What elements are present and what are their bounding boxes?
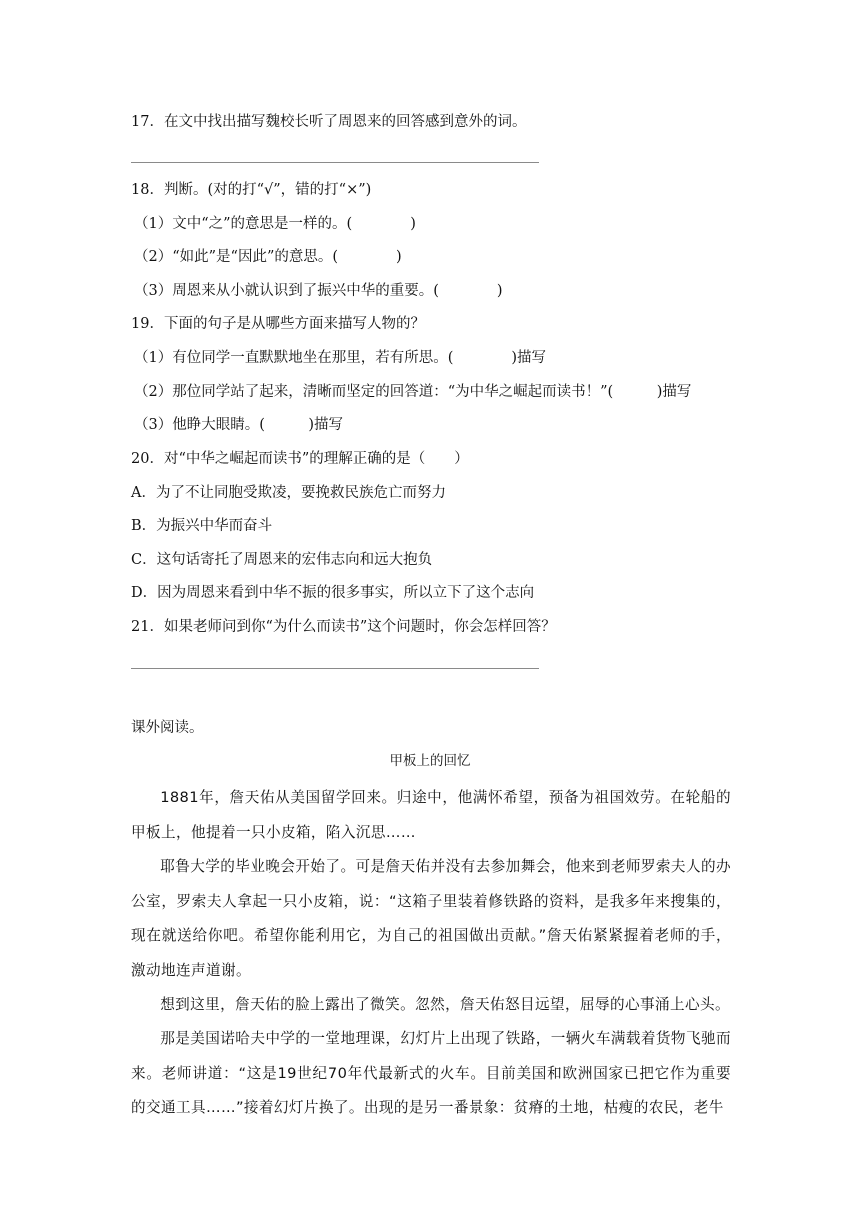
section-label: 课外阅读。 [131,720,204,736]
question-19-item-1: （1）有位同学一直默默地坐在那里，若有所思。( )描写 [134,350,547,366]
answer-line-21 [131,668,539,669]
question-20-option-d: D．因为周恩来看到中华不振的很多事实，所以立下了这个志向 [131,585,535,601]
reading-paragraph-4: 那是美国诺哈夫中学的一堂地理课，幻灯片上出现了铁路，一辆火车满载着货物飞驰而来。老师讲道：“这是19世纪70年代最新式的火车。目前美国和欧洲国家已把它作为重要的交通工具……”接着幻灯片换了。出现的是另一番景象：贫瘠的土地，枯瘦的农民，老牛 [131,1030,731,1116]
question-20: 20．对“中华之崛起而读书”的理解正确的是（ ） [131,451,469,467]
question-18: 18．判断。(对的打“√”，错的打“×”) [131,182,372,198]
answer-line-17 [131,162,539,163]
question-19-item-2: （2）那位同学站了起来，清晰而坚定的回答道：“为中华之崛起而读书！”( )描写 [134,384,692,400]
question-20-option-a: A．为了不让同胞受欺凌，要挽救民族危亡而努力 [131,485,446,501]
question-18-item-3: （3）周恩来从小就认识到了振兴中华的重要。( ) [134,283,503,299]
question-20-option-b: B．为振兴中华而奋斗 [131,518,273,534]
question-18-item-1: （1）文中“之”的意思是一样的。( ) [134,216,416,232]
reading-title: 甲板上的回忆 [389,753,471,769]
question-17: 17．在文中找出描写魏校长听了周恩来的回答感到意外的词。 [131,114,527,130]
question-18-item-2: （2）“如此”是“因此”的意思。( ) [134,249,402,265]
reading-paragraph-2: 耶鲁大学的毕业晚会开始了。可是詹天佑并没有去参加舞会，他来到老师罗索夫人的办公室，罗索夫人拿起一只小皮箱，说：“这箱子里装着修铁路的资料，是我多年来搜集的，现在就送给你吧。希望你能利用它，为自己的祖国做出贡献。”詹天佑紧紧握着老师的手，激动地连声道谢。 [131,858,731,979]
question-20-option-c: C．这句话寄托了周恩来的宏伟志向和远大抱负 [131,552,433,568]
question-19-item-3: （3）他睁大眼睛。( )描写 [134,417,344,433]
question-19: 19．下面的句子是从哪些方面来描写人物的？ [131,316,425,332]
reading-paragraph-3: 想到这里，詹天佑的脸上露出了微笑。忽然，詹天佑怒目远望，屈辱的心事涌上心头。 [160,996,730,1013]
reading-paragraph-1: 1881年，詹天佑从美国留学回来。归途中，他满怀希望，预备为祖国效劳。在轮船的甲板上，他提着一只小皮箱，陷入沉思…… [131,789,731,841]
question-21: 21．如果老师问到你“为什么而读书”这个问题时，你会怎样回答？ [131,619,556,635]
